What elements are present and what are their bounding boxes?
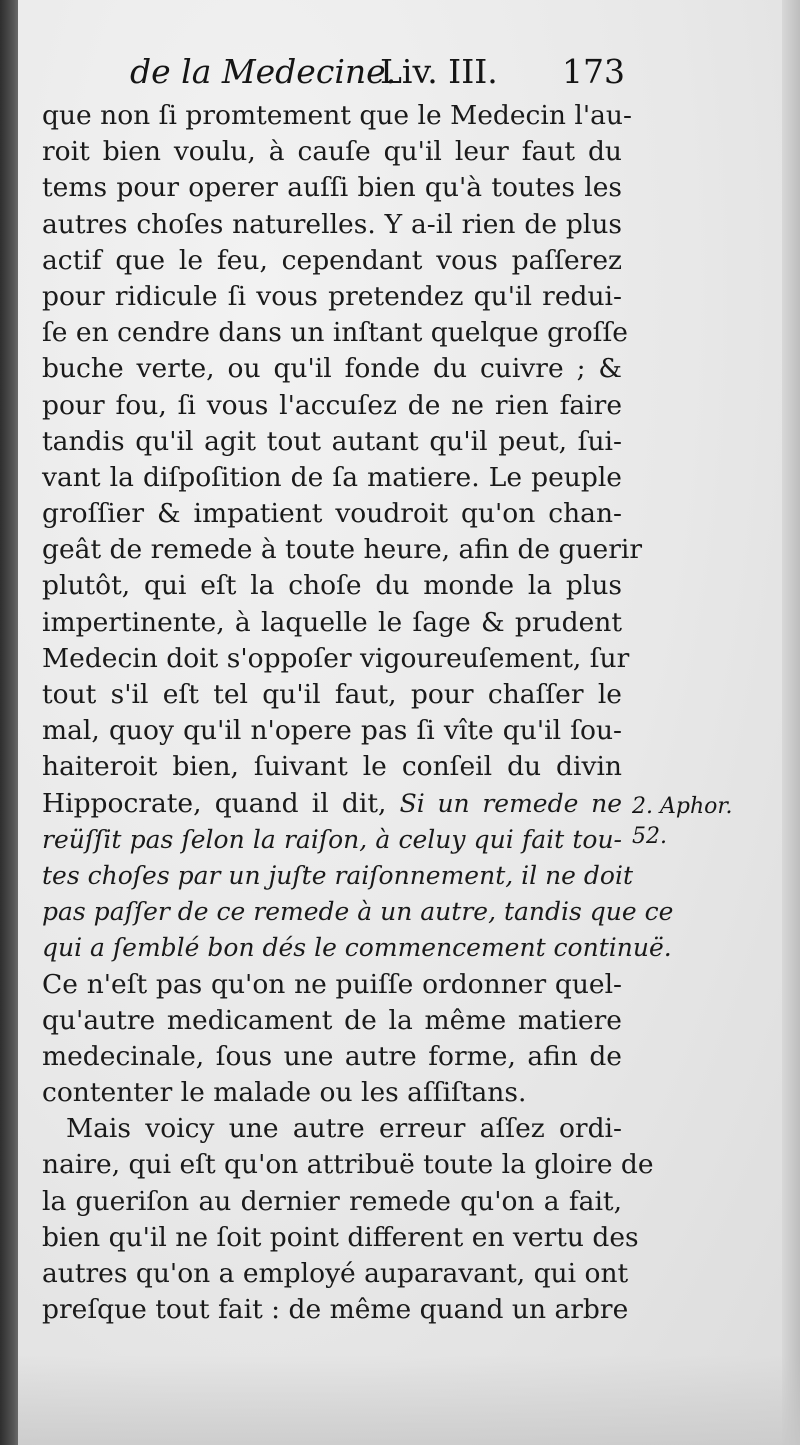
text-line: qui a ſemblé bon dés le commencement continuë. xyxy=(42,933,672,963)
text-line: contenter le malade ou les aſſiſtans. xyxy=(42,1077,527,1109)
text-line: pas paſſer de ce remede à un autre, tandis que ce xyxy=(42,897,674,927)
text-line: roit bien voulu, à cauſe qu'il leur faut du xyxy=(42,136,622,168)
margin-note xyxy=(632,792,782,852)
text-line: actif que le feu, cependant vous paſſerez xyxy=(42,244,622,276)
text-line: mal, quoy qu'il n'opere pas ſi vîte qu'il ſou- xyxy=(42,715,622,747)
italic-run: Si un remede ne xyxy=(399,788,622,818)
text-line xyxy=(42,786,622,822)
paragraph-2 xyxy=(42,1111,654,1328)
text-line: Mais voicy une autre erreur aſſez ordi- xyxy=(66,1113,622,1145)
page-number: 173 xyxy=(562,52,625,91)
text-line: impertinente, à laquelle le ſage & prudent xyxy=(42,606,622,638)
text-line: tout s'il eſt tel qu'il faut, pour chaſſer le xyxy=(42,679,622,710)
text-line: qu'autre medicament de la même matiere xyxy=(42,1004,622,1036)
text-line: groſſier & impatient voudroit qu'on chan- xyxy=(42,498,622,530)
running-head-book: Liv. III. xyxy=(380,52,498,91)
roman-run: Hippocrate, quand il dit, xyxy=(42,787,387,819)
text-line: medecinale, ſous une autre forme, afin de xyxy=(42,1040,622,1072)
text-line: autres choſes naturelles. Y a-il rien de plus xyxy=(42,208,622,240)
margin-note-reference: 2. Aphor. xyxy=(632,794,733,819)
page-bottom-fade xyxy=(18,1355,800,1445)
text-line: haiteroit bien, ſuivant le conſeil du divin xyxy=(42,751,622,783)
text-line: tems pour operer auſſi bien qu'à toutes les xyxy=(42,172,622,204)
text-line: Ce n'eſt pas qu'on ne puiſſe ordonner quel- xyxy=(42,968,622,1000)
text-line: preſque tout fait : de même quand un arbre xyxy=(42,1294,629,1326)
text-line: naire, qui eſt qu'on attribuë toute la gloire de xyxy=(42,1149,654,1181)
text-line: tandis qu'il agit tout autant qu'il peut, ſui- xyxy=(42,425,622,457)
text-line: pour ridicule ſi vous pretendez qu'il redui- xyxy=(42,280,622,312)
text-line: plutôt, qui eſt la choſe du monde la plus xyxy=(42,570,622,602)
page-edge xyxy=(782,0,800,1445)
text-line: pour fou, ſi vous l'accuſez de ne rien faire xyxy=(42,389,622,421)
running-head xyxy=(130,52,630,102)
text-line: la gueriſon au dernier remede qu'on a fait, xyxy=(42,1185,622,1217)
text-line: vant la diſpoſition de ſa matiere. Le peuple xyxy=(42,461,622,493)
text-line: bien qu'il ne ſoit point different en vertu des xyxy=(42,1221,639,1253)
text-line: ſe en cendre dans un inſtant quelque groſſe xyxy=(42,317,628,349)
running-head-title: de la Medecine. xyxy=(130,52,397,91)
text-line: geât de remede à toute heure, afin de guerir xyxy=(42,534,643,566)
text-line: buche verte, ou qu'il fonde du cuivre ; & xyxy=(42,353,622,385)
text-line: autres qu'on a employé auparavant, qui ont xyxy=(42,1258,629,1289)
text-line: Medecin doit s'oppoſer vigoureuſement, ſur xyxy=(42,642,630,674)
text-line: tes choſes par un juſte raiſonnement, il ne doit xyxy=(42,860,634,890)
text-line: reüſſit pas ſelon la raiſon, à celuy qui fait tou- xyxy=(42,824,622,854)
text-line: que non ſi promtement que le Medecin l'au- xyxy=(42,100,632,131)
margin-note-number: 52. xyxy=(632,824,667,849)
